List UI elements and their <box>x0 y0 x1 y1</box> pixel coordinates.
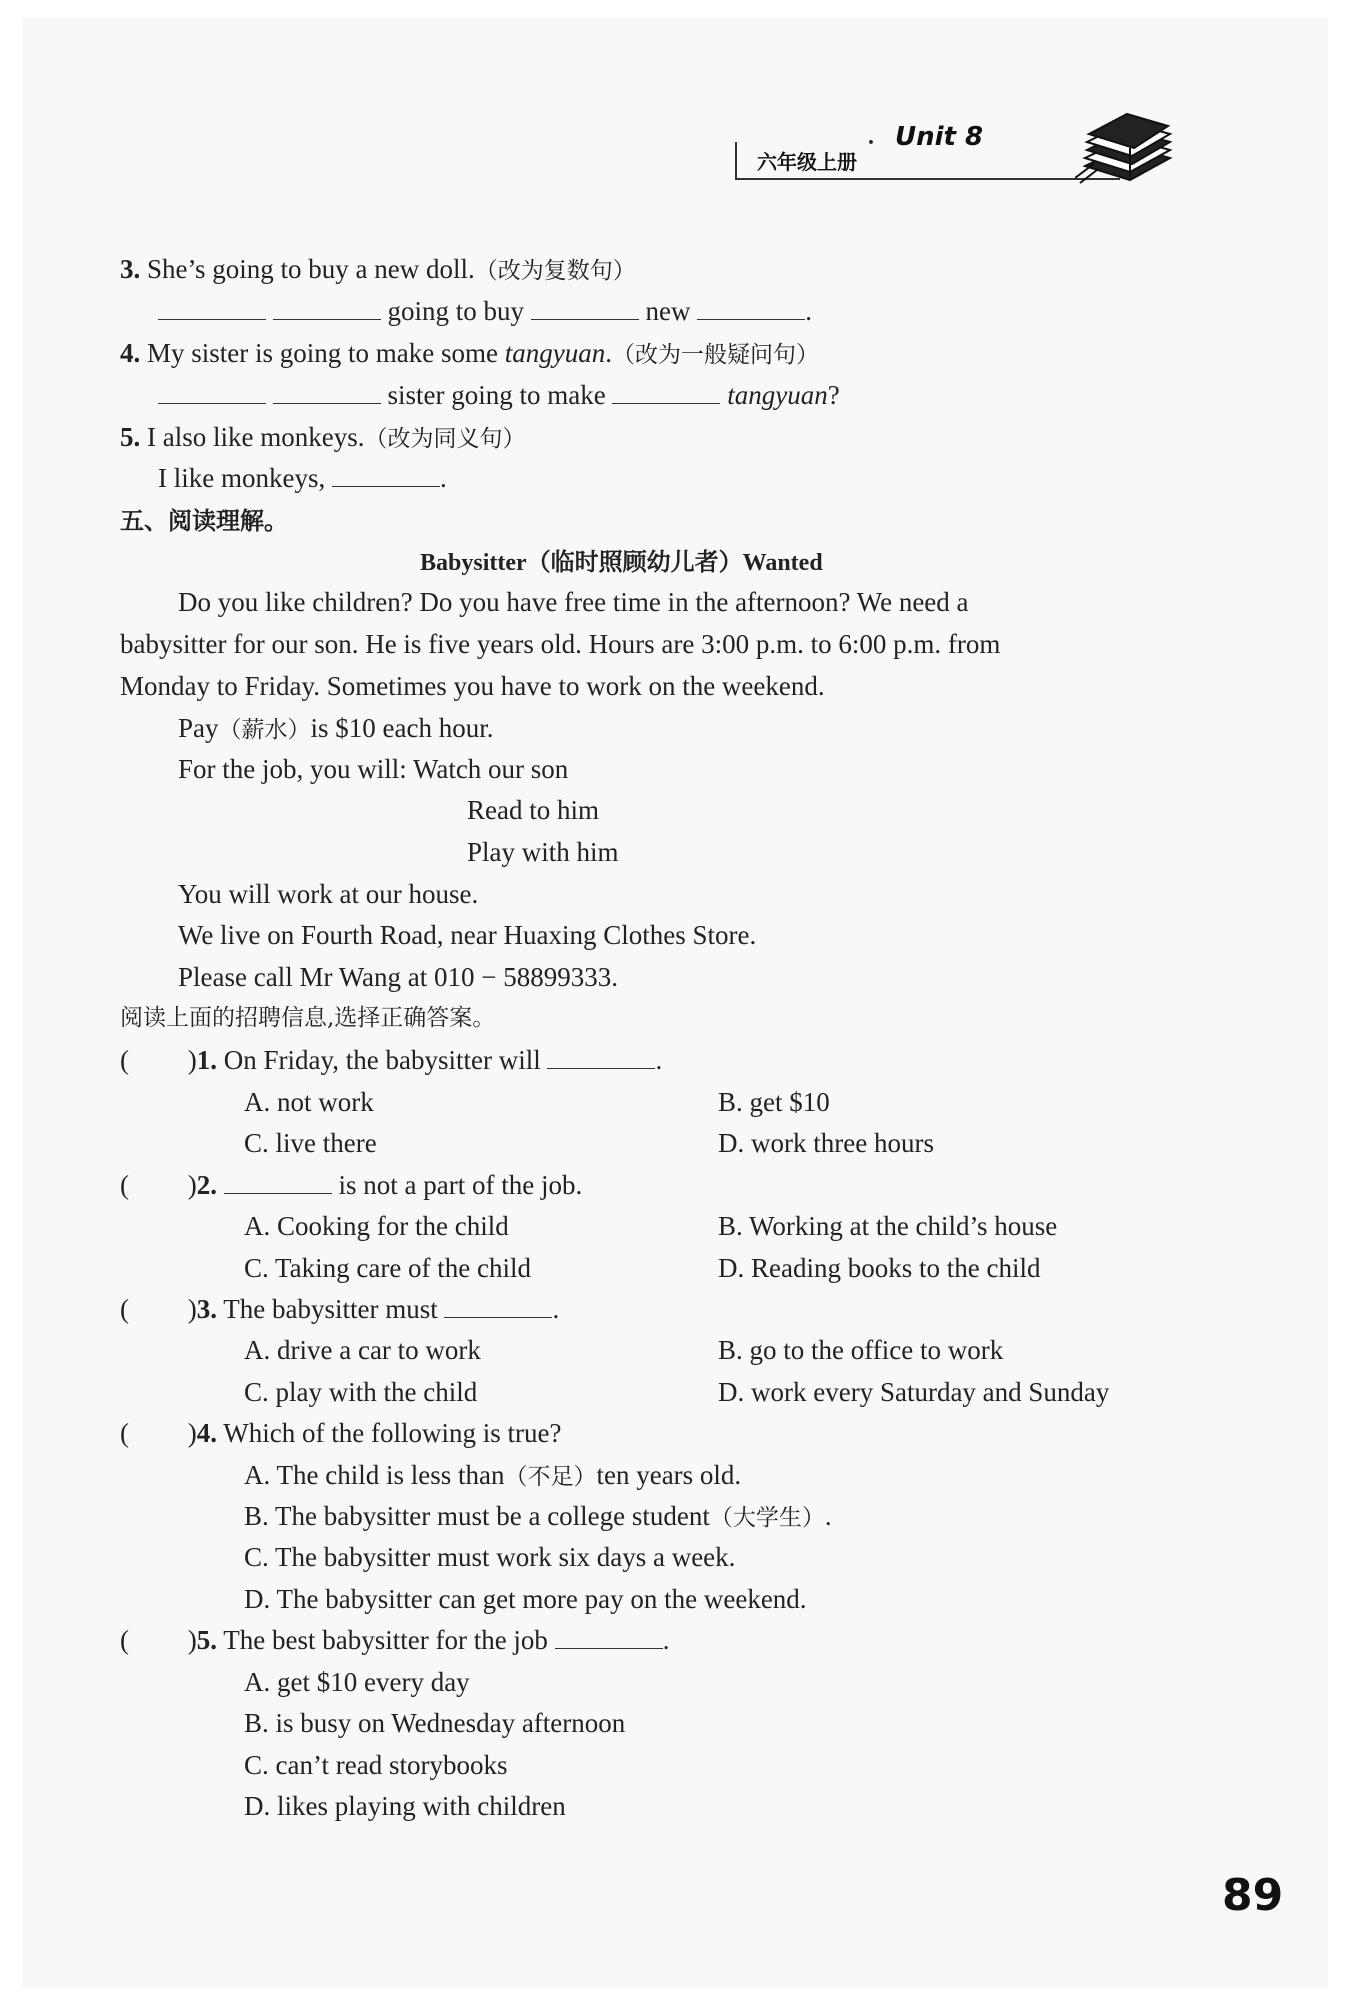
answer-text: going to buy <box>387 296 525 326</box>
answer-paren: ) <box>187 1045 197 1075</box>
answer-blank[interactable] <box>531 299 639 320</box>
question-3 <box>120 252 636 288</box>
option-text: B. The babysitter must be a college student <box>244 1501 710 1531</box>
question-number: 5. <box>196 1625 217 1655</box>
passage-line: Play with him <box>467 837 619 867</box>
answer-paren: ) <box>187 1418 197 1448</box>
question-text: is not a part of the job. <box>338 1170 583 1200</box>
answer-paren[interactable]: ( <box>120 1045 129 1075</box>
answer-paren: ) <box>187 1294 197 1324</box>
title-text: Babysitter <box>420 550 527 576</box>
option-d[interactable]: D. Reading books to the child <box>718 1253 1041 1283</box>
answer-paren[interactable]: ( <box>120 1294 129 1324</box>
passage-line: You will work at our house. <box>178 879 479 909</box>
answer-text: tangyuan <box>727 380 828 410</box>
question-text: I also like monkeys. <box>147 422 365 452</box>
option-d[interactable]: D. likes playing with children <box>244 1791 566 1821</box>
option-text: ten years old. <box>596 1460 742 1490</box>
answer-paren[interactable]: ( <box>120 1625 129 1655</box>
passage-line: Do you like children? Do you have free time in the afternoon? We need a <box>178 587 969 617</box>
answer-blank[interactable] <box>547 1048 655 1069</box>
mc-question-1 <box>120 1043 662 1077</box>
question-5 <box>120 420 525 456</box>
option-a[interactable]: A. drive a car to work <box>244 1335 481 1365</box>
question-number: 3. <box>196 1294 217 1324</box>
question-text: On Friday, the babysitter will <box>223 1045 541 1075</box>
option-b[interactable]: B. get $10 <box>718 1087 830 1117</box>
passage-line: babysitter for our son. He is five years old. Hours are 3:00 p.m. to 6:00 p.m. from <box>120 629 1001 659</box>
option-d[interactable]: D. The babysitter can get more pay on the weekend. <box>244 1584 807 1614</box>
answer-text: ? <box>827 380 840 410</box>
books-icon <box>1075 108 1175 188</box>
option-text: . <box>824 1501 832 1531</box>
option-a[interactable]: A. Cooking for the child <box>244 1211 509 1241</box>
answer-blank[interactable] <box>444 1297 552 1318</box>
answer-blank[interactable] <box>273 383 381 404</box>
instruction-note: （改为复数句） <box>474 258 636 284</box>
mc-question-4 <box>120 1416 561 1450</box>
grade-label: 六年级上册 <box>757 150 857 174</box>
answer-blank[interactable] <box>224 1173 332 1194</box>
passage-line: We live on Fourth Road, near Huaxing Clothes Store. <box>178 920 757 950</box>
page-header <box>735 120 1115 180</box>
question-number: 4. <box>120 338 141 368</box>
passage-title <box>420 545 823 580</box>
answer-blank[interactable] <box>555 1628 663 1649</box>
unit-title: Unit 8 <box>895 122 984 152</box>
question-text: . <box>552 1294 560 1324</box>
question-text: Which of the following is true? <box>223 1418 562 1448</box>
option-text: A. The child is less than <box>244 1460 505 1490</box>
question-number: 4. <box>196 1418 217 1448</box>
passage-line: Read to him <box>467 795 599 825</box>
passage-line: Monday to Friday. Sometimes you have to work on the weekend. <box>120 671 825 701</box>
question-text: . <box>655 1045 663 1075</box>
option-b[interactable]: B. go to the office to work <box>718 1335 1004 1365</box>
answer-blank[interactable] <box>612 383 720 404</box>
option-b[interactable]: B. Working at the child’s house <box>718 1211 1058 1241</box>
option-b[interactable]: B. is busy on Wednesday afternoon <box>244 1708 626 1738</box>
question-text: The babysitter must <box>223 1294 438 1324</box>
title-note: （临时照顾幼儿者） <box>526 548 743 576</box>
question-number: 1. <box>196 1045 217 1075</box>
mc-question-2 <box>120 1168 582 1202</box>
option-c[interactable]: C. The babysitter must work six days a week. <box>244 1542 736 1572</box>
question-text: My sister is going to make some <box>147 338 498 368</box>
passage-text: Pay <box>178 713 219 743</box>
option-a[interactable]: A. get $10 every day <box>244 1667 470 1697</box>
question-4 <box>120 336 819 372</box>
question-number: 3. <box>120 254 141 284</box>
answer-blank[interactable] <box>697 299 805 320</box>
option-c[interactable]: C. can’t read storybooks <box>244 1750 508 1780</box>
passage-note: （薪水） <box>218 717 311 743</box>
answer-paren[interactable]: ( <box>120 1170 129 1200</box>
answer-blank[interactable] <box>332 466 440 487</box>
option-d[interactable]: D. work three hours <box>718 1128 934 1158</box>
passage-text: is $10 each hour. <box>310 713 494 743</box>
question-4-answer <box>158 378 840 412</box>
option-b[interactable] <box>244 1499 832 1535</box>
section-heading: 五、阅读理解。 <box>120 507 288 535</box>
passage-line: For the job, you will: Watch our son <box>178 754 569 784</box>
answer-text: . <box>439 463 447 493</box>
header-rule <box>735 178 1120 180</box>
passage-pay <box>178 711 493 747</box>
answer-blank[interactable] <box>273 299 381 320</box>
page-number: 89 <box>1222 1870 1284 1921</box>
question-3-answer <box>158 294 812 328</box>
mc-question-3 <box>120 1292 559 1326</box>
option-c[interactable]: C. Taking care of the child <box>244 1253 532 1283</box>
question-5-answer <box>158 461 447 495</box>
instruction-note: （改为一般疑问句） <box>611 342 819 368</box>
answer-paren[interactable]: ( <box>120 1418 129 1448</box>
option-c[interactable]: C. play with the child <box>244 1377 478 1407</box>
answer-text: . <box>805 296 812 326</box>
question-text: The best babysitter for the job <box>223 1625 548 1655</box>
option-d[interactable]: D. work every Saturday and Sunday <box>718 1377 1110 1407</box>
option-a[interactable]: A. not work <box>244 1087 374 1117</box>
answer-text: I like monkeys, <box>158 463 326 493</box>
question-text: . <box>605 338 612 368</box>
answer-paren: ) <box>187 1170 197 1200</box>
option-note: （大学生） <box>709 1505 825 1531</box>
answer-blank[interactable] <box>158 299 266 320</box>
option-c[interactable]: C. live there <box>244 1128 377 1158</box>
question-text: She’s going to buy a new doll. <box>147 254 475 284</box>
mc-question-5 <box>120 1623 669 1657</box>
question-text: . <box>662 1625 670 1655</box>
answer-paren: ) <box>187 1625 197 1655</box>
answer-text: sister going to make <box>387 380 606 410</box>
answer-text: new <box>645 296 691 326</box>
question-number: 2. <box>196 1170 217 1200</box>
option-note: （不足） <box>504 1464 597 1490</box>
passage-line: Please call Mr Wang at 010 − 58899333. <box>178 962 618 992</box>
title-text: Wanted <box>742 550 823 576</box>
question-number: 5. <box>120 422 141 452</box>
instruction-note: （改为同义句） <box>364 426 526 452</box>
header-divider <box>735 142 737 178</box>
header-dot: · <box>867 130 876 156</box>
option-a[interactable] <box>244 1458 741 1494</box>
question-text: tangyuan <box>504 338 606 368</box>
reading-instruction: 阅读上面的招聘信息,选择正确答案。 <box>120 1005 496 1031</box>
answer-blank[interactable] <box>158 383 266 404</box>
